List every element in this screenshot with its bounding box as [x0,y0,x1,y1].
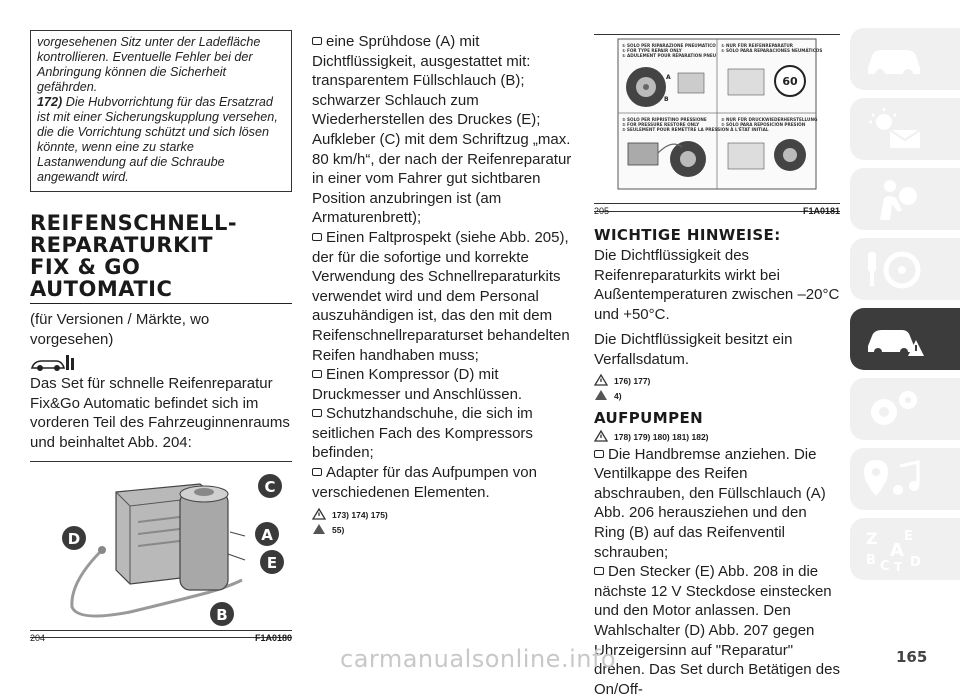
tab-starting-driving[interactable] [850,238,960,300]
svg-text:① ADULEMENT POUR RÉPARATION PN: ① ADULEMENT POUR RÉPARATION PNEU [622,53,717,58]
bullet-icon [594,567,604,575]
svg-text:② SEULEMENT POUR REMETTRE LA P: ② SEULEMENT POUR REMETTRE LA PRESSION À L'ÉTAT INITIAL [622,127,769,132]
caution-triangle-icon [312,523,326,535]
figure-label-c: C [264,477,276,496]
list-item: Schutzhandschuhe, die sich im seitlichen Fach des Kompressors befinden; [312,405,533,462]
bullet-icon [312,468,322,476]
caution-triangle-icon [594,389,608,401]
figure-label-d: D [67,529,81,548]
tab-multimedia[interactable] [850,448,960,510]
figure-label-e: E [266,553,278,572]
watermark: carmanualsonline.info [340,645,617,673]
figure-caption [30,630,292,643]
speed-sticker-value: 60 [782,75,798,88]
figure-number: 204 [30,632,46,643]
svg-text:Z: Z [866,529,878,548]
steering-key-icon [862,246,926,292]
figure-204 [30,461,292,643]
column-left [30,30,292,643]
svg-text:② NUR FÜR DRUCKWIEDERHERSTELLU: ② NUR FÜR DRUCKWIEDERHERSTELLUNG [721,117,818,122]
figure-205 [594,34,840,216]
bullet-icon [594,450,604,458]
bullet-icon [312,370,322,378]
svg-text:② FOR PRESSURE RESTORE ONLY: ② FOR PRESSURE RESTORE ONLY [622,122,700,127]
warning-box [30,30,292,192]
tab-maintenance[interactable] [850,378,960,440]
figure-code: F1A0180 [254,632,292,643]
svg-text:① NUR FÜR REIFENREPARATUR: ① NUR FÜR REIFENREPARATUR [721,43,794,48]
list-item: Einen Faltprospekt (siehe Abb. 205), der für die sofortige und korrekte Verwendung des Schnellreparaturkits verwendet wird und dem Personal auszuhändigen ist, das den mit dem Reifenschnellreparaturset behandelten Reifen handhaben muss; [312,228,570,364]
svg-text:E: E [904,529,913,544]
svg-text:② SOLO PER RIPRISTINO PRESSION: ② SOLO PER RIPRISTINO PRESSIONE [622,117,707,122]
list-item: Den Stecker (E) Abb. 208 in die nächste 12 V Steckdose einstecken und den Motor anlassen. Den Wahlschalter (D) Abb. 207 gegen Uhrzeigersinn auf "Reparatur" drehen. Das Set durch Betätigen des On/Off- [594,563,840,698]
leaflet-label-b: B [664,96,669,103]
tab-lights-warnings[interactable] [850,98,960,160]
page-number: 165 [896,648,928,666]
warning-reference: 176) 177) [594,374,840,386]
column-right [594,34,840,699]
bullet-icon [312,37,322,45]
leaflet-illustration [594,35,840,198]
svg-text:A: A [890,540,904,561]
note-reference: 55) [312,523,574,535]
tab-emergency[interactable] [850,308,960,370]
tab-index[interactable] [850,518,960,580]
emergency-car-icon [862,316,926,362]
svg-text:T: T [894,560,903,574]
car-icon [862,36,926,82]
tab-safety[interactable] [850,168,960,230]
paragraph-temperature: Die Dichtflüssigkeit des Reifenreparaturkits wirkt bei Außentemperaturen zwischen –20°C und +50°C. [594,247,840,323]
warning-reference: 178) 179) 180) 181) 182) [594,430,840,442]
warning-number: 172) [37,95,63,109]
list-item: Die Handbremse anziehen. Die Ventilkappe des Reifen abschrauben, den Füllschlauch (A) Abb. 206 herausziehen und den Ring (B) auf das Reifenventil schrauben; [594,445,826,561]
figure-label-a: A [261,525,273,544]
figure-number: 205 [594,206,610,216]
compressor-illustration [30,462,292,625]
tab-vehicle[interactable] [850,28,960,90]
airbag-icon [862,176,926,222]
figure-label-b: B [216,605,228,624]
warning-text-172: Die Hubvorrichtung für das Ersatzrad ist mit einer Sicherungskupplung versehen, die die Vorrichtung schützt und sich lösen könnte, wenn eine zu starke Lastanwendung auf die Schraube angewandt wird. [37,95,278,184]
svg-text:② SÓLO PARA REPOSICIÓN PRESIÓN: ② SÓLO PARA REPOSICIÓN PRESIÓN [721,122,806,127]
svg-text:C: C [880,559,890,574]
alphabet-index-icon [862,526,926,572]
location-music-icon [862,456,926,502]
warning-reference: 173) 174) 175) [312,508,574,520]
bullet-icon [312,409,322,417]
list-item: Einen Kompressor (D) mit Druckmesser und Anschlüssen. [312,366,523,403]
heading-important-notes: WICHTIGE HINWEISE: [594,226,781,244]
heading-inflating: AUFPUMPEN [594,408,704,427]
figure-caption [594,203,840,216]
svg-text:① FOR TYPE REPAIR ONLY: ① FOR TYPE REPAIR ONLY [622,48,682,53]
svg-text:① SÓLO PARA REPARACIONES NEUMÁ: ① SÓLO PARA REPARACIONES NEUMÁTICOS [721,48,823,53]
list-item: Adapter für das Aufpumpen von verschiedenen Elementen. [312,464,537,501]
leaflet-label-a: A [666,74,671,81]
svg-text:B: B [866,553,876,568]
kit-intro: Das Set für schnelle Reifenreparatur Fix&Go Automatic befindet sich im vorderen Teil des Fahrzeuginnenraums und beinhaltet Abb. 204: [30,375,290,451]
column-middle [312,32,574,538]
warning-light-envelope-icon [862,106,926,152]
paragraph-expiry: Die Dichtflüssigkeit besitzt ein Verfallsdatum. [594,331,793,368]
svg-text:① SOLO PER RIPARAZIONE PNEUMAT: ① SOLO PER RIPARAZIONE PNEUMATICO [622,43,716,48]
svg-text:D: D [910,555,921,570]
market-icon [30,352,292,372]
gears-icon [862,386,926,432]
figure-code: F1A0181 [802,206,840,216]
warning-triangle-icon [594,374,608,386]
warning-triangle-icon [312,508,326,520]
warning-text-continued: vorgesehenen Sitz unter der Ladefläche kontrollieren. Eventuelle Fehler bei der Anbringung können die Sicherheit gefährden. [37,35,261,94]
warning-triangle-icon [594,430,608,442]
list-item: eine Sprühdose (A) mit Dichtflüssigkeit, ausgestattet mit: transparentem Füllschlauch (B); schwarzer Schlauch zum Wiederherstellen des Druckes (E); Aufkleber (C) mit dem Schriftzug „max. 80 km/h“, der nach der Reifenreparatur in einer vom Fahrer gut sichtbaren Position anzubringen ist (am Armaturenbrett); [312,33,572,227]
bullet-icon [312,233,322,241]
version-note: (für Versionen / Märkte, wo vorgesehen) [30,311,210,348]
note-reference: 4) [594,389,840,401]
section-title: REIFENSCHNELL- REPARATURKIT FIX & GO AUTOMATIC [30,212,292,304]
